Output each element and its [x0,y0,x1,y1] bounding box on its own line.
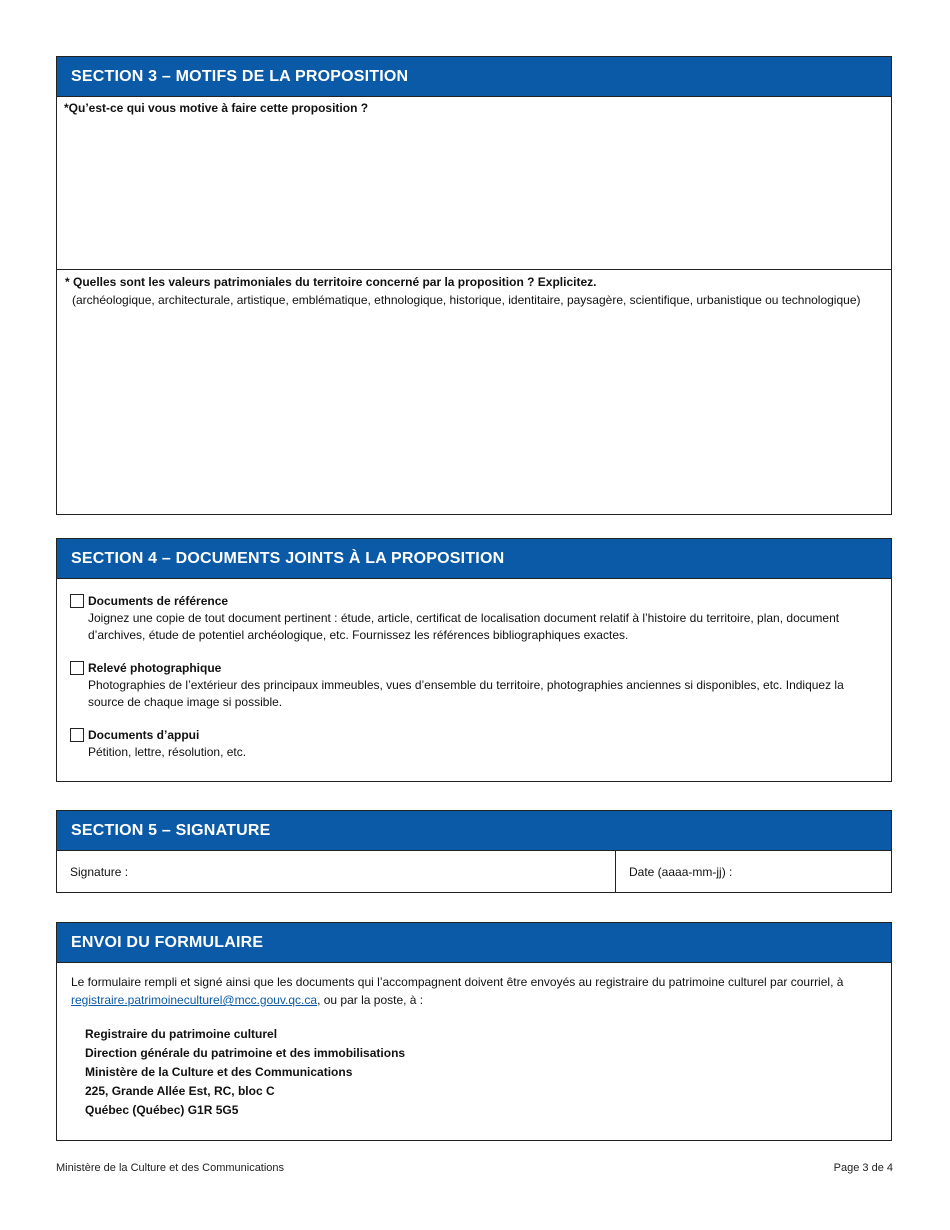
envoi-text-after: , ou par la poste, à : [317,993,424,1007]
section-5-header [57,811,891,851]
motivation-input[interactable] [63,121,887,265]
address-line: Québec (Québec) G1R 5G5 [85,1103,239,1117]
signature-field[interactable] [57,851,616,892]
heritage-values-hint: (archéologique, architecturale, artistique, emblématique, ethnologique, historique, identitaire, paysagère, scientifique, urbanistique ou technologique) [72,293,861,307]
envoi-header [57,923,891,963]
address-line: Direction générale du patrimoine et des immobilisations [85,1046,406,1060]
motivation-question: *Qu’est-ce qui vous motive à faire cette proposition ? [64,101,369,115]
signature-label: Signature : [70,864,129,879]
doc-item-desc: Pétition, lettre, résolution, etc. [88,745,247,759]
date-field[interactable] [616,851,891,892]
doc-item-title: Relevé photographique [88,661,222,675]
section-3 [56,56,892,515]
heritage-values-question: * Quelles sont les valeurs patrimoniales du territoire concerné par la proposition ? Explicitez. [65,275,597,289]
registrar-email-link[interactable]: registraire.patrimoineculturel@mcc.gouv.qc.ca [71,993,318,1007]
footer-page-number: Page 3 de 4 [833,1162,893,1174]
doc-item-reference [70,593,877,644]
envoi-text-before: Le formulaire rempli et signé ainsi que les documents qui l’accompagnent doivent être envoyés au registraire du patrimoine culturel par courriel, à [71,975,844,989]
heritage-values-box [57,270,891,514]
heritage-values-input[interactable] [63,314,887,508]
signature-row [57,851,891,892]
footer-ministry: Ministère de la Culture et des Communications [56,1162,285,1174]
envoi-section [56,922,892,1141]
address-line: Registraire du patrimoine culturel [85,1027,278,1041]
section-4-title: SECTION 4 – DOCUMENTS JOINTS À LA PROPOSITION [71,549,505,567]
photo-survey-checkbox[interactable] [70,661,84,675]
support-docs-checkbox[interactable] [70,728,84,742]
address-line: Ministère de la Culture et des Communications [85,1065,353,1079]
doc-item-title: Documents de référence [88,594,229,608]
doc-item-desc: Joignez une copie de tout document pertinent : étude, article, certificat de localisation document relatif à l’histoire du territoire, plan, document d’archives, étude de potentiel archéologique, etc. Fournissez les références bibliographiques exactes. [88,611,840,642]
doc-item-desc: Photographies de l’extérieur des principaux immeubles, vues d’ensemble du territoire, photographies anciennes si disponibles, etc. Indiquez la source de chaque image si possible. [88,678,844,709]
section-5 [56,810,892,893]
envoi-title: ENVOI DU FORMULAIRE [71,933,264,951]
motivation-box [57,97,891,270]
section-4 [56,538,892,782]
doc-item-title: Documents d’appui [88,728,200,742]
doc-item-support [70,727,877,761]
section-3-header [57,57,891,97]
reference-docs-checkbox[interactable] [70,594,84,608]
address-line: 225, Grande Allée Est, RC, bloc C [85,1084,275,1098]
documents-list [57,579,891,761]
section-4-header [57,539,891,579]
doc-item-photos [70,660,877,711]
envoi-body [57,963,891,1120]
section-3-title: SECTION 3 – MOTIFS DE LA PROPOSITION [71,67,409,85]
mailing-address [71,1025,877,1120]
date-label: Date (aaaa-mm-jj) : [629,864,733,879]
section-5-title: SECTION 5 – SIGNATURE [71,821,271,839]
envoi-instructions [71,973,877,1009]
